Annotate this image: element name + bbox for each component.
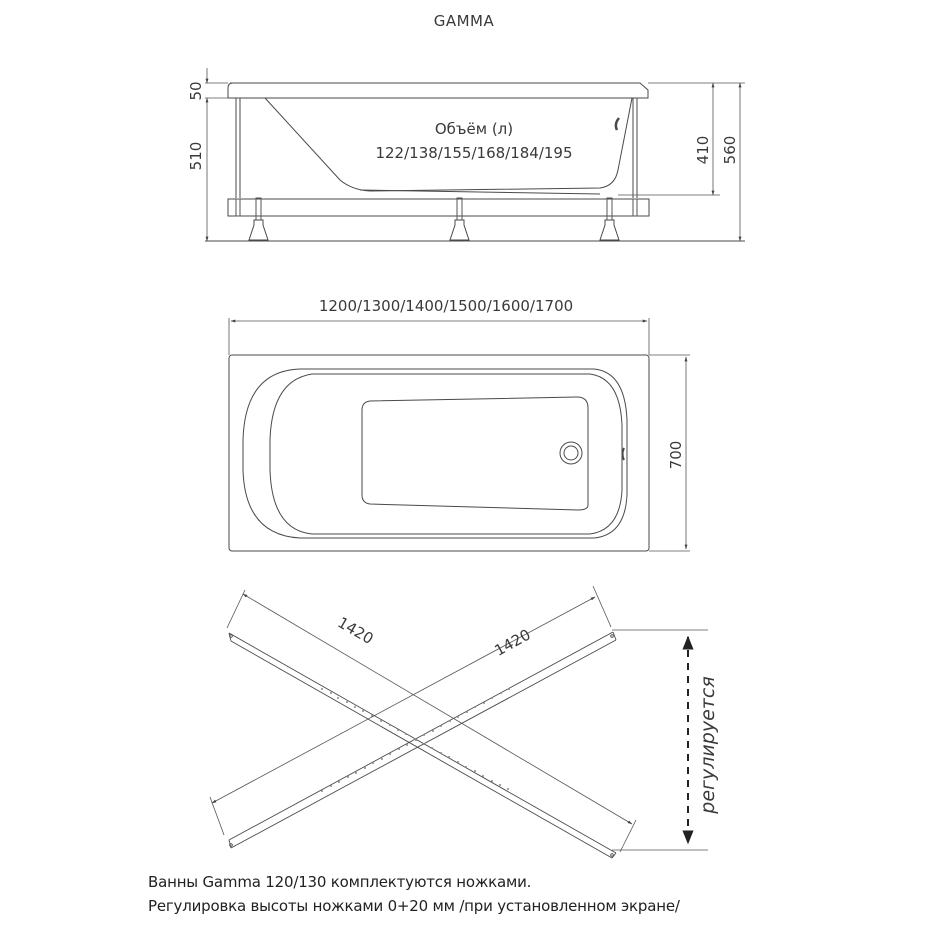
dim-rim-height: 50 bbox=[187, 81, 205, 101]
side-view bbox=[205, 83, 745, 241]
note-height-adjustment: Регулировка высоты ножками 0+20 мм /при установленном экране/ bbox=[148, 897, 680, 915]
note-legs-included: Ванны Gamma 120/130 комплектуются ножками. bbox=[148, 873, 532, 891]
dim-total-height: 560 bbox=[721, 135, 739, 165]
adjustable-label: регулируется bbox=[697, 676, 719, 814]
top-view bbox=[229, 355, 649, 551]
frame-dimensions bbox=[210, 586, 708, 852]
frame-view bbox=[229, 632, 616, 858]
dim-inner-depth: 410 bbox=[694, 135, 712, 165]
dim-width: 700 bbox=[667, 440, 685, 470]
dim-body-height: 510 bbox=[187, 141, 205, 171]
volume-values: 122/138/155/168/184/195 bbox=[375, 144, 573, 162]
bar-length-right: 1420 bbox=[491, 625, 534, 660]
drawing-title: GAMMA bbox=[433, 12, 495, 30]
volume-label: Объём (л) bbox=[434, 120, 514, 138]
dim-length: 1200/1300/1400/1500/1600/1700 bbox=[318, 297, 574, 315]
top-view-dimensions bbox=[229, 318, 690, 551]
bar-length-left: 1420 bbox=[334, 613, 377, 649]
